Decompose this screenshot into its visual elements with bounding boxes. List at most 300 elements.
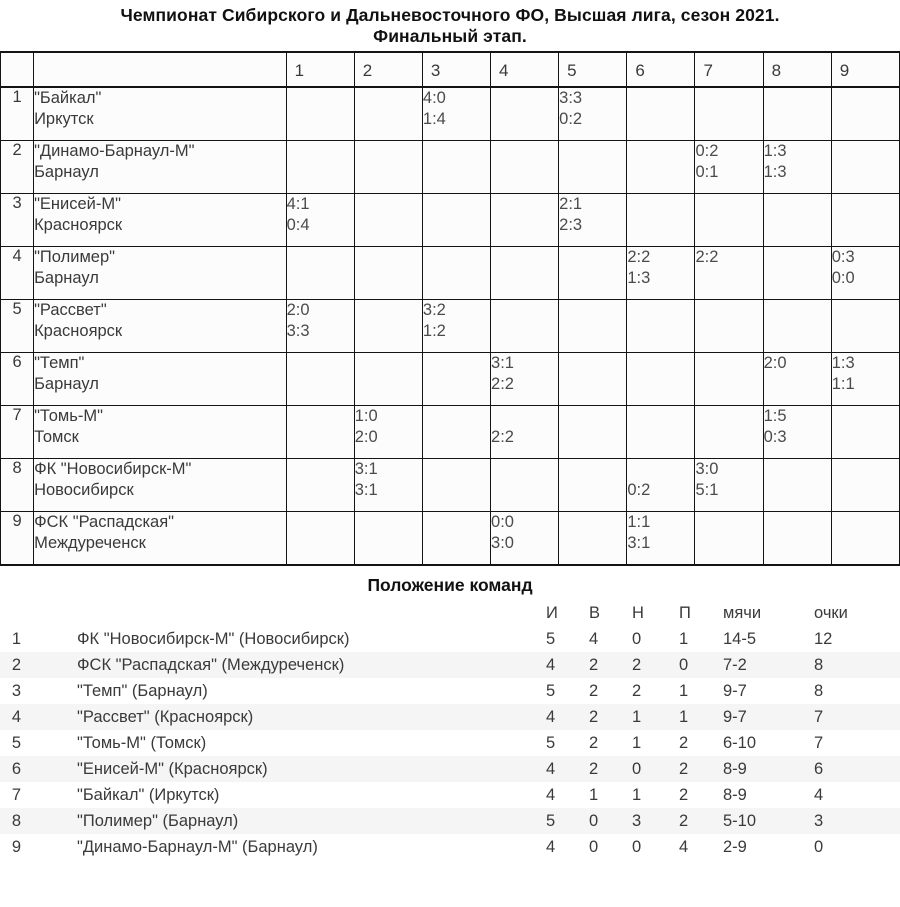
cross-cell-score: [832, 480, 899, 501]
standings-header-losses: П: [679, 604, 691, 622]
cross-cell-score: 0:2: [695, 142, 719, 160]
cross-cell-score: [287, 459, 354, 480]
cross-cell-score: 2:2: [627, 248, 651, 266]
cross-table-row: [1, 87, 900, 141]
cross-cell: [763, 141, 831, 194]
cross-cell: [831, 300, 899, 353]
standings-losses: 0: [676, 652, 720, 678]
cross-cell: [763, 512, 831, 566]
cross-cell: [627, 141, 695, 194]
standings-goals: 8-9: [723, 785, 747, 804]
cross-cell: [627, 194, 695, 247]
header-opponent-1: 1: [286, 52, 354, 87]
standings-draws: 0: [629, 756, 676, 782]
cross-cell-score: [695, 353, 762, 374]
standings-goals: 6-10: [723, 733, 757, 752]
standings-wins: 2: [589, 681, 599, 700]
cross-cell-score: 2:2: [491, 428, 514, 446]
cross-cell-score: 2:3: [559, 216, 583, 234]
cross-table-row: [1, 512, 900, 566]
cross-row-rank: 3: [1, 194, 34, 247]
cross-cell-score: [423, 512, 490, 533]
header-rank: [1, 52, 34, 87]
standings-draws: 1: [632, 785, 642, 804]
standings-row: [0, 782, 900, 808]
standings-wins: 0: [589, 837, 599, 856]
cross-cell-score: [559, 427, 626, 448]
cross-cell-score: [423, 427, 490, 448]
header-opponent-5: 5: [559, 52, 627, 87]
standings-row: [0, 834, 900, 860]
cross-cell: [354, 300, 422, 353]
cross-cell: [354, 512, 422, 566]
cross-cell-score: 2:0: [354, 428, 378, 446]
cross-cell-score: [423, 480, 490, 501]
cross-table-head: [1, 52, 900, 87]
cross-row-team-name: ФСК "Распадская": [34, 513, 174, 531]
cross-row-team: [34, 353, 287, 406]
cross-cell-score: [559, 512, 626, 533]
cross-cell: [763, 300, 831, 353]
standings-goals: 2-9: [723, 837, 747, 856]
standings-wins: 2: [586, 756, 629, 782]
cross-cell-score: 3:0: [491, 534, 514, 552]
header-opponent-8: 8: [763, 52, 831, 87]
cross-cell-score: [491, 406, 558, 427]
cross-cell-score: [764, 533, 831, 554]
cross-cell: [559, 141, 627, 194]
header-team: [34, 52, 287, 87]
cross-cell-score: [832, 194, 899, 215]
cross-cell-score: 2:0: [286, 301, 310, 319]
cross-cell: [422, 247, 490, 300]
cross-cell-score: [627, 321, 694, 342]
cross-cell-score: 1:3: [763, 142, 787, 160]
cross-cell: [763, 406, 831, 459]
cross-row-rank: 7: [1, 406, 34, 459]
standings-rank: 3: [11, 681, 22, 700]
cross-cell-score: [355, 247, 422, 268]
cross-cell-score: 2:1: [559, 195, 583, 213]
cross-table-row: [1, 194, 900, 247]
cross-cell-score: [287, 374, 354, 395]
cross-row-rank: 6: [1, 353, 34, 406]
cross-table-row: [1, 300, 900, 353]
cross-row-team-name: "Рассвет": [34, 301, 107, 319]
cross-cell-score: [355, 533, 422, 554]
standings-goals: 8-9: [720, 756, 811, 782]
cross-row-rank: 5: [1, 300, 34, 353]
cross-cell-score: [695, 109, 762, 130]
standings-team: "Рассвет" (Красноярск): [33, 704, 543, 730]
cross-cell-score: 4:1: [286, 195, 310, 213]
cross-cell: [695, 194, 763, 247]
cross-cell-score: 3:2: [422, 301, 446, 319]
standings-wins: 2: [586, 704, 629, 730]
cross-cell-score: 1:5: [763, 407, 787, 425]
cross-row-team-city: Междуреченск: [34, 534, 146, 552]
standings-losses: 2: [679, 785, 689, 804]
standings-goals: 9-7: [720, 704, 811, 730]
standings-games: 4: [543, 652, 586, 678]
cross-cell: [627, 406, 695, 459]
cross-row-team-city: Красноярск: [34, 216, 123, 234]
cross-cell-score: 2:2: [695, 248, 719, 266]
cross-row-team: [34, 194, 287, 247]
cross-cell: [695, 512, 763, 566]
cross-row-team: [34, 300, 287, 353]
cross-cell-score: 5:1: [695, 481, 719, 499]
standings-team: ФСК "Распадская" (Междуреченск): [33, 652, 543, 678]
cross-cell-score: 3:3: [559, 89, 583, 107]
cross-cell: [491, 87, 559, 141]
standings-body: [0, 626, 900, 860]
cross-cell: [695, 353, 763, 406]
cross-cell: [422, 459, 490, 512]
cross-cell-score: [355, 353, 422, 374]
standings-header-points: очки: [814, 604, 848, 622]
standings-games: 5: [546, 733, 556, 752]
cross-cell: [831, 459, 899, 512]
standings-games: 5: [546, 629, 556, 648]
standings-rank: 7: [11, 785, 22, 804]
header-opponent-7: 7: [695, 52, 763, 87]
cross-cell-score: [832, 109, 899, 130]
standings-header-rank: [0, 601, 33, 626]
cross-row-team-name: "Томь-М": [34, 407, 103, 425]
cross-cell-score: 3:1: [354, 460, 378, 478]
cross-row-team: [34, 459, 287, 512]
cross-cell: [286, 141, 354, 194]
standings-points: 12: [814, 629, 833, 648]
cross-cell: [763, 247, 831, 300]
cross-cell-score: [695, 374, 762, 395]
cross-cell: [831, 194, 899, 247]
standings-team: "Байкал" (Иркутск): [77, 785, 220, 804]
cross-cell-score: [832, 459, 899, 480]
standings-team: "Енисей-М" (Красноярск): [33, 756, 543, 782]
cross-cell-score: [627, 109, 694, 130]
standings-row: [0, 730, 900, 756]
standings-row: [0, 652, 900, 678]
cross-cell: [354, 247, 422, 300]
cross-cell-score: 1:1: [627, 513, 651, 531]
cross-cell-score: [627, 427, 694, 448]
cross-cell-score: [355, 88, 422, 109]
cross-cell-diagonal: [763, 459, 831, 512]
cross-cell: [831, 141, 899, 194]
cross-cell-score: [287, 162, 354, 183]
standings-rank: 8: [0, 808, 33, 834]
cross-cell-score: [559, 268, 626, 289]
cross-cell-score: [423, 374, 490, 395]
cross-row-team: [34, 87, 287, 141]
cross-cell-score: [832, 162, 899, 183]
cross-cell-score: 1:0: [354, 407, 378, 425]
standings-wins: 2: [589, 733, 599, 752]
cross-cell-score: 0:2: [627, 481, 651, 499]
standings-header-team: [33, 601, 543, 626]
cross-cell-score: [832, 300, 899, 321]
cross-cell-score: [764, 247, 831, 268]
cross-cell-score: 1:3: [831, 354, 855, 372]
cross-cell-score: 2:2: [491, 375, 514, 393]
cross-cell-score: [764, 194, 831, 215]
cross-cell-score: 1:4: [422, 110, 446, 128]
cross-cell-score: [491, 300, 558, 321]
cross-cell: [695, 247, 763, 300]
cross-cell-score: [695, 88, 762, 109]
cross-cell-score: [764, 268, 831, 289]
cross-table-row: [1, 141, 900, 194]
standings-title: Положение команд: [367, 575, 533, 595]
cross-row-team-name: "Полимер": [34, 248, 115, 266]
cross-cell-score: 4:0: [422, 89, 446, 107]
cross-cell-score: [695, 300, 762, 321]
standings-team: ФК "Новосибирск-М" (Новосибирск): [77, 629, 350, 648]
cross-cell: [559, 87, 627, 141]
standings-head: [0, 601, 900, 626]
standings-wins: 1: [589, 785, 599, 804]
cross-cell-score: [559, 141, 626, 162]
standings-losses: 2: [676, 808, 720, 834]
cross-cell: [286, 459, 354, 512]
cross-cell-score: [559, 459, 626, 480]
cross-cell-score: 1:2: [422, 322, 446, 340]
cross-cell: [286, 300, 354, 353]
cross-cell: [491, 406, 559, 459]
cross-cell: [695, 87, 763, 141]
cross-cell-score: [491, 109, 558, 130]
cross-table-header-row: [1, 52, 900, 87]
cross-cell: [354, 459, 422, 512]
cross-cell-score: 0:1: [695, 163, 719, 181]
cross-row-rank: 4: [1, 247, 34, 300]
cross-cell-diagonal: [422, 194, 490, 247]
cross-cell: [763, 194, 831, 247]
standings-team: "Динамо-Барнаул-М" (Барнаул): [77, 837, 318, 856]
standings-wins: 2: [586, 652, 629, 678]
cross-cell-score: [695, 321, 762, 342]
standings-rank: 2: [0, 652, 33, 678]
cross-cell-score: [627, 88, 694, 109]
standings-draws: 0: [632, 837, 642, 856]
cross-cell-score: [355, 268, 422, 289]
cross-cell: [763, 353, 831, 406]
cross-cell: [559, 194, 627, 247]
header-opponent-9: 9: [831, 52, 899, 87]
cross-cell: [559, 459, 627, 512]
cross-row-rank: 8: [1, 459, 34, 512]
cross-row-team-name: "Байкал": [34, 89, 102, 107]
standings-losses: 2: [676, 756, 720, 782]
standings-row: [0, 704, 900, 730]
cross-cell-score: 3:1: [491, 354, 514, 372]
cross-cell: [491, 512, 559, 566]
cross-cell: [559, 353, 627, 406]
cross-cell-score: [832, 427, 899, 448]
cross-cell-score: [559, 480, 626, 501]
cross-cell-score: [559, 406, 626, 427]
cross-cell-score: [627, 141, 694, 162]
cross-row-team-city: Иркутск: [34, 110, 94, 128]
cross-cell-score: [764, 109, 831, 130]
cross-cell-score: [287, 533, 354, 554]
cross-cell-diagonal: [695, 406, 763, 459]
cross-cell-score: [423, 162, 490, 183]
cross-cell-score: [423, 141, 490, 162]
cross-cell: [286, 512, 354, 566]
cross-table-row: [1, 247, 900, 300]
cross-cell: [831, 247, 899, 300]
standings-draws: 0: [632, 629, 642, 648]
standings-header-goals: мячи: [723, 604, 762, 622]
cross-cell-score: [491, 480, 558, 501]
cross-cell-score: [559, 162, 626, 183]
cross-cell-score: [287, 141, 354, 162]
standings-draws: 2: [629, 652, 676, 678]
cross-cell-score: [695, 215, 762, 236]
standings-points: 3: [811, 808, 900, 834]
standings-header-games: И: [546, 604, 558, 622]
standings-points: 4: [814, 785, 824, 804]
cross-cell-score: [559, 353, 626, 374]
cross-cell-score: [423, 459, 490, 480]
cross-cell: [491, 194, 559, 247]
header-opponent-6: 6: [627, 52, 695, 87]
cross-cell-diagonal: [491, 247, 559, 300]
cross-row-rank: 1: [1, 87, 34, 141]
cross-cell: [559, 406, 627, 459]
cross-cell-score: [287, 353, 354, 374]
cross-cell: [491, 459, 559, 512]
standings-games: 4: [546, 785, 556, 804]
standings-header-draws: Н: [632, 604, 644, 622]
cross-cell-score: [423, 533, 490, 554]
standings-team: "Томь-М" (Томск): [77, 733, 207, 752]
cross-row-rank: 2: [1, 141, 34, 194]
cross-cell-score: [355, 194, 422, 215]
standings-row: [0, 626, 900, 652]
cross-cell-score: [287, 480, 354, 501]
standings-games: 4: [546, 837, 556, 856]
cross-cell-score: [832, 215, 899, 236]
cross-cell-score: [627, 459, 694, 480]
cross-cell-score: [764, 374, 831, 395]
cross-cell: [627, 87, 695, 141]
cross-cell-score: 0:3: [831, 248, 855, 266]
cross-cell-score: [695, 194, 762, 215]
page-title-line-2: Финальный этап.: [373, 26, 527, 46]
header-opponent-3: 3: [422, 52, 490, 87]
cross-cell-score: [287, 427, 354, 448]
standings-losses: 1: [679, 629, 689, 648]
header-opponent-2: 2: [354, 52, 422, 87]
cross-cell-score: [287, 268, 354, 289]
cross-cell-score: 3:3: [286, 322, 310, 340]
standings-draws: 1: [629, 704, 676, 730]
standings-table: [0, 601, 900, 860]
cross-cell-score: [423, 406, 490, 427]
cross-cell: [695, 459, 763, 512]
cross-cell: [354, 406, 422, 459]
standings-goals: 14-5: [723, 629, 757, 648]
standings-games: 4: [543, 704, 586, 730]
cross-cell-diagonal: [559, 300, 627, 353]
standings-header-row: [0, 601, 900, 626]
standings-points: 7: [811, 704, 900, 730]
cross-cell: [491, 300, 559, 353]
cross-cell-score: 0:4: [286, 216, 310, 234]
cross-cell: [422, 406, 490, 459]
cross-cell-score: [832, 141, 899, 162]
cross-table-body: [1, 87, 900, 565]
cross-cell-score: 1:3: [627, 269, 651, 287]
standings-team: "Темп" (Барнаул): [77, 681, 208, 700]
cross-cell-score: [287, 406, 354, 427]
cross-cell: [831, 87, 899, 141]
cross-cell: [286, 406, 354, 459]
cross-table-row: [1, 353, 900, 406]
cross-cell: [627, 247, 695, 300]
cross-cell-score: 0:3: [763, 428, 787, 446]
cross-row-team: [34, 406, 287, 459]
cross-row-team: [34, 141, 287, 194]
cross-cell: [831, 353, 899, 406]
standings-points: 8: [814, 681, 824, 700]
cross-cell-score: 0:2: [559, 110, 583, 128]
page-title-line-1: Чемпионат Сибирского и Дальневосточного ФО, Высшая лига, сезон 2021.: [120, 5, 780, 25]
cross-cell: [627, 459, 695, 512]
cross-row-team: [34, 512, 287, 566]
cross-cell-score: [627, 194, 694, 215]
standings-row: [0, 756, 900, 782]
cross-cell-score: [695, 533, 762, 554]
cross-cell: [354, 353, 422, 406]
standings-header-wins: В: [589, 604, 601, 622]
cross-cell: [491, 353, 559, 406]
cross-cell-score: [832, 406, 899, 427]
standings-losses: 1: [676, 704, 720, 730]
cross-cell-score: 3:1: [354, 481, 378, 499]
cross-row-team-city: Красноярск: [34, 322, 123, 340]
cross-cell-diagonal: [627, 353, 695, 406]
cross-cell-score: [355, 374, 422, 395]
cross-row-team-city: Томск: [34, 428, 79, 446]
cross-cell: [559, 512, 627, 566]
cross-cell: [422, 512, 490, 566]
standings-losses: 4: [679, 837, 689, 856]
cross-cell: [422, 87, 490, 141]
cross-cell-score: [764, 88, 831, 109]
cross-cell-score: 1:3: [763, 163, 787, 181]
standings-wins: 4: [589, 629, 599, 648]
cross-cell: [354, 87, 422, 141]
cross-cell-score: [287, 512, 354, 533]
cross-cell: [422, 353, 490, 406]
cross-cell: [286, 353, 354, 406]
cross-cell-score: [423, 268, 490, 289]
standings-rank: 5: [11, 733, 22, 752]
cross-cell-score: [355, 321, 422, 342]
cross-cell-score: [423, 353, 490, 374]
cross-row-team-city: Барнаул: [34, 163, 99, 181]
cross-cell: [831, 406, 899, 459]
cross-row-team-name: ФК "Новосибирск-М": [34, 460, 192, 478]
cross-table-row: [1, 459, 900, 512]
cross-row-team-name: "Темп": [34, 354, 85, 372]
standings-rank: 4: [0, 704, 33, 730]
